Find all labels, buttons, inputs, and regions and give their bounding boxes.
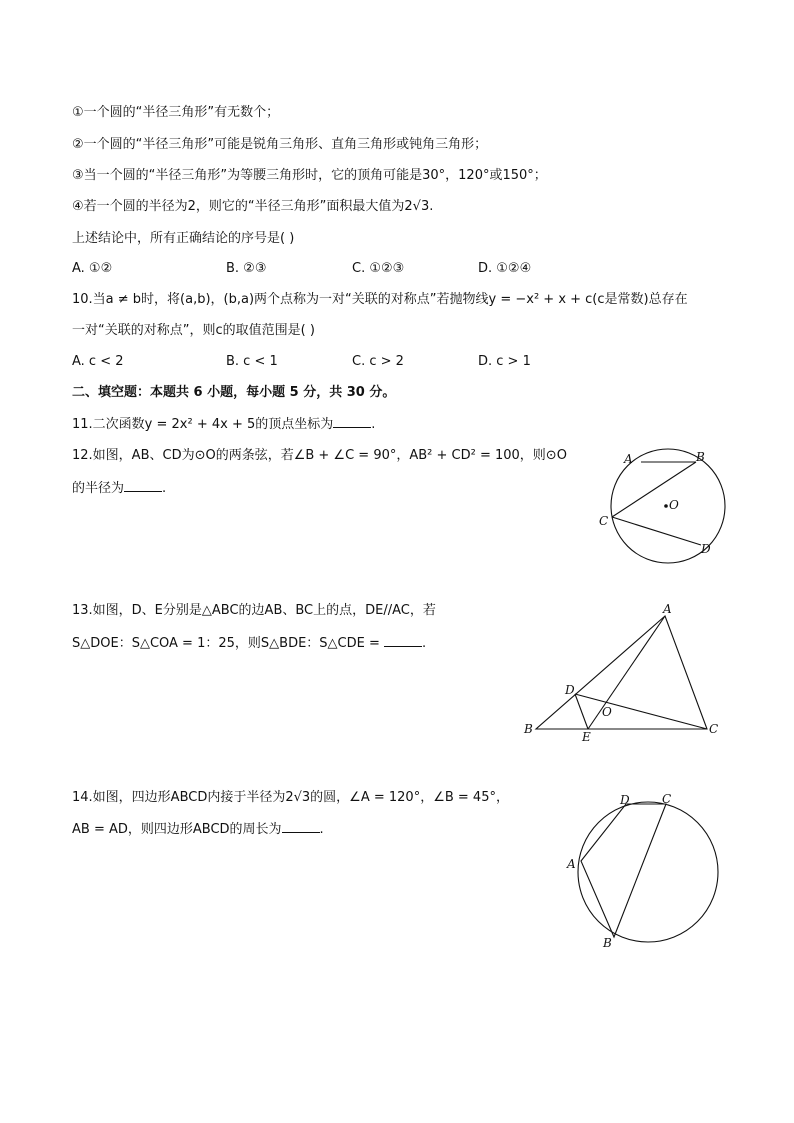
q12-label-c: C	[599, 514, 609, 528]
q12-label-b: B	[696, 450, 705, 464]
q13-answer-blank[interactable]	[384, 634, 422, 647]
q11-answer-blank[interactable]	[333, 415, 371, 428]
q9-option-a: A. ①②	[72, 261, 113, 276]
q9-statement-1: ①一个圆的“半径三角形”有无数个；	[72, 105, 280, 120]
q11-line	[72, 415, 375, 434]
q12-label-d: D	[701, 542, 711, 556]
q12-label-o: O	[669, 498, 679, 512]
q10-option-d: D. c > 1	[478, 354, 531, 369]
q10-option-c: C. c > 2	[352, 354, 404, 369]
q9-prompt: 上述结论中，所有正确结论的序号是( )	[72, 231, 295, 246]
q14-label-a: A	[567, 857, 576, 871]
q12-center-dot	[664, 504, 668, 508]
q13-label-c: C	[709, 722, 719, 736]
q13-label-e: E	[582, 730, 591, 744]
q12-text: 的半径为	[72, 481, 125, 496]
q13-segment-ae	[588, 616, 665, 729]
q12-label-a: A	[624, 452, 633, 466]
q12-line-1: 12.如图，AB、CD为⊙O的两条弦，若∠B + ∠C = 90°，AB² + CD² = 100，则⊙O	[72, 448, 567, 463]
q13-triangle-abc	[536, 616, 707, 729]
q9-option-b: B. ②③	[226, 261, 267, 276]
q10-line-2: 一对“关联的对称点”，则c的取值范围是( )	[72, 323, 315, 338]
q11-end: .	[371, 417, 376, 432]
q14-figure	[562, 788, 727, 953]
q13-label-o: O	[602, 705, 612, 719]
q12-answer-blank[interactable]	[124, 479, 162, 492]
q9-option-c: C. ①②③	[352, 261, 405, 276]
section-header-fill-in: 二、填空题：本题共 6 小题，每小题 5 分，共 30 分。	[72, 385, 396, 400]
q13-line-2	[72, 634, 426, 653]
q14-circle	[578, 802, 718, 942]
q13-line-1: 13.如图，D、E分别是△ABC的边AB、BC上的点，DE//AC，若	[72, 603, 436, 618]
q13-segment-de	[575, 694, 588, 729]
q13-text: S△DOE：S△COA = 1：25，则S△BDE：S△CDE =	[72, 636, 380, 651]
q10-line-1: 10.当a ≠ b时，将(a,b)，(b,a)两个点称为一对“关联的对称点”若抛物线y = −x² + x + c(c是常数)总存在	[72, 292, 688, 307]
q12-segment-bc	[612, 462, 696, 517]
q11-text: 11.二次函数y = 2x² + 4x + 5的顶点坐标为	[72, 417, 334, 432]
q13-label-a: A	[663, 602, 672, 616]
q13-segment-dc	[575, 694, 707, 729]
q12-chord-cd	[612, 517, 701, 545]
q10-option-a: A. c < 2	[72, 354, 124, 369]
q9-statement-4: ④若一个圆的半径为2，则它的“半径三角形”面积最大值为2√3.	[72, 199, 434, 214]
q14-text: AB = AD，则四边形ABCD的周长为	[72, 822, 282, 837]
q13-end: .	[422, 636, 427, 651]
q9-option-d: D. ①②④	[478, 261, 532, 276]
q13-label-b: B	[524, 722, 533, 736]
q14-end: .	[319, 822, 324, 837]
q14-answer-blank[interactable]	[282, 820, 320, 833]
q12-figure	[595, 445, 735, 565]
q14-label-c: C	[662, 792, 672, 806]
q13-label-d: D	[565, 683, 575, 697]
q12-end: .	[162, 481, 167, 496]
q10-option-b: B. c < 1	[226, 354, 278, 369]
q9-statement-3: ③当一个圆的“半径三角形”为等腰三角形时，它的顶角可能是30°，120°或150°；	[72, 168, 547, 183]
q14-line-1: 14.如图，四边形ABCD内接于半径为2√3的圆，∠A = 120°，∠B = 45°，	[72, 790, 509, 805]
q14-label-b: B	[603, 936, 612, 950]
q9-statement-2: ②一个圆的“半径三角形”可能是锐角三角形、直角三角形或钝角三角形；	[72, 137, 488, 152]
q14-label-d: D	[620, 793, 630, 807]
q13-figure	[520, 598, 730, 748]
q14-line-2	[72, 820, 324, 839]
q12-line-2	[72, 479, 166, 498]
